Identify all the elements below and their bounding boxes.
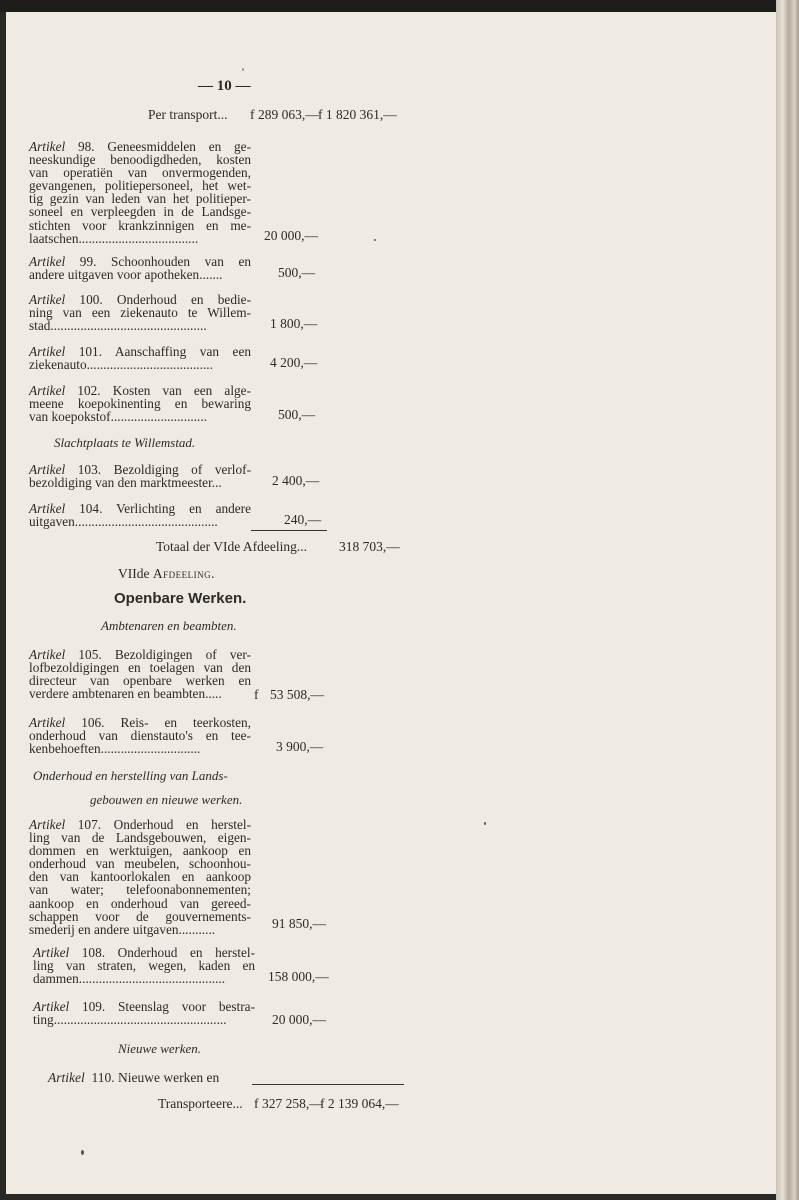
section-title-openbare-werken: Openbare Werken.	[114, 590, 247, 607]
scanner-top-edge	[0, 0, 799, 12]
article-101-text	[29, 345, 251, 371]
article-98-text	[29, 140, 251, 245]
text-line: 108. Onderhoud en herstel-	[81, 945, 255, 960]
text-line: verdere ambtenaren en beambten.....	[29, 686, 222, 702]
article-prefix: Artikel	[29, 817, 66, 832]
text-line: 105. Bezoldigingen of ver-	[78, 647, 251, 662]
article-101-amount: 4 200,—	[270, 355, 318, 370]
text-line: meene koepokinenting en bewaring	[29, 396, 251, 412]
article-prefix: Artikel	[29, 715, 66, 730]
text-line: 102. Kosten van een alge-	[77, 383, 252, 398]
text-line: schappen voor de gouvernements-	[29, 908, 251, 924]
text-line: 100. Onderhoud en bedie-	[79, 292, 251, 307]
text-line: soneel en verpleegden in de Landsge-	[29, 204, 251, 220]
text-line: 101. Aanschaffing van een	[78, 344, 251, 359]
text-line: onderhoud van dienstauto's en tee-	[29, 728, 251, 744]
article-100-amount: 1 800,—	[270, 316, 318, 331]
transport-amount-column2: f 1 820 361,—	[318, 107, 397, 122]
text-line: smederij en andere uitgaven...........	[29, 921, 216, 937]
article-106-text	[29, 716, 251, 755]
article-106-amount: 3 900,—	[276, 739, 324, 754]
article-prefix: Artikel	[29, 254, 66, 269]
text-line: 107. Onderhoud en herstel-	[77, 817, 251, 832]
article-107-amount: 91 850,—	[272, 916, 326, 931]
article-103-amount: 2 400,—	[272, 473, 320, 488]
subheading-onderhoud-line2: gebouwen en nieuwe werken.	[90, 792, 243, 807]
text-line: ting....................................................	[33, 1012, 227, 1028]
text-line: van koepokstof.............................	[29, 409, 208, 425]
article-109-text	[33, 1000, 255, 1026]
article-107-text	[29, 818, 251, 936]
transport-amount-column1: 289 063,—	[258, 107, 319, 122]
article-102-amount: 500,—	[278, 407, 316, 422]
article-108-text	[33, 946, 255, 985]
article-109-amount: 20 000,—	[272, 1012, 326, 1027]
article-prefix: Artikel	[33, 999, 70, 1014]
text-line: dammen............................................	[33, 971, 226, 987]
text-line: lofbezoldigingen en toelagen van den	[29, 660, 251, 676]
subheading-slachtplaats: Slachtplaats te Willemstad.	[54, 435, 196, 450]
article-100-text	[29, 293, 251, 332]
text-line: dommen en werktuigen, aankoop en	[29, 843, 251, 859]
text-line: 106. Reis- en teerkosten,	[81, 715, 252, 730]
text-line: ling van straten, wegen, kaden en	[33, 958, 255, 974]
text-line: 110. Nieuwe werken en	[91, 1070, 220, 1085]
subheading-ambtenaren: Ambtenaren en beambten.	[101, 618, 237, 633]
article-prefix: Artikel	[29, 383, 66, 398]
article-99-text	[29, 255, 251, 281]
scan-speck	[242, 68, 244, 71]
transport-label: Per transport...	[148, 107, 228, 122]
text-line: ling van de Landsgebouwen, eigen-	[29, 830, 251, 846]
article-prefix: Artikel	[29, 139, 66, 154]
text-line: 104. Verlichting en andere	[79, 501, 251, 516]
article-prefix: Artikel	[33, 945, 70, 960]
article-104-text	[29, 502, 251, 528]
text-line: gevangenen, politiepersoneel, het wet-	[29, 178, 251, 194]
article-105-amount: 53 508,—	[270, 687, 324, 702]
total-amount: 318 703,—	[339, 539, 400, 554]
article-99-amount: 500,—	[278, 265, 316, 280]
text-line: stad...............................................	[29, 318, 207, 334]
text-line: 103. Bezoldiging of verlof-	[77, 462, 251, 477]
article-103-text	[29, 463, 251, 489]
article-prefix: Artikel	[48, 1070, 85, 1085]
text-line: ning van een ziekenauto te Willem-	[29, 305, 251, 321]
text-line: tig gezin van leden van het politieper-	[29, 191, 251, 207]
total-label: Totaal der VIde Afdeeling...	[156, 539, 308, 554]
article-105-text	[29, 648, 251, 700]
text-line: 109. Steenslag voor bestra-	[81, 999, 255, 1014]
article-104-amount: 240,—	[284, 512, 322, 527]
article-prefix: Artikel	[29, 292, 66, 307]
scan-speck	[484, 822, 486, 825]
text-line: laatschen....................................	[29, 230, 199, 246]
page-number: — 10 —	[198, 78, 251, 94]
text-line: van water; telefoonabonnementen;	[29, 882, 251, 898]
text-line: 98. Geneesmiddelen en ge-	[77, 139, 251, 154]
article-108-amount: 158 000,—	[268, 969, 329, 984]
article-prefix: Artikel	[29, 647, 66, 662]
text-line: ziekenauto......................................	[29, 357, 213, 373]
carry-over-amount-column1: 327 258,—	[262, 1096, 323, 1111]
article-prefix: Artikel	[29, 501, 66, 516]
carry-over-label: Transporteere...	[158, 1096, 243, 1111]
article-110-text	[48, 1071, 219, 1084]
subheading-onderhoud-line1: Onderhoud en herstelling van Lands-	[33, 768, 228, 783]
text-line: andere uitgaven voor apotheken.......	[29, 267, 223, 283]
text-line: bezoldiging van den marktmeester...	[29, 475, 222, 491]
subtotal-rule	[251, 530, 327, 531]
document-page	[6, 12, 776, 1194]
text-line: aankoop en onderhoud van gereed-	[29, 895, 251, 911]
text-line: neeskundige benoodigdheden, kosten	[29, 152, 251, 168]
transport-currency: f	[250, 107, 255, 122]
text-line: kenbehoeften..............................	[29, 741, 201, 757]
scan-speck	[374, 239, 376, 241]
text-line: stichten voor krankzinnigen en me-	[29, 217, 251, 233]
text-line: onderhoud van meubelen, schoonhou-	[29, 856, 251, 872]
transport-rule	[252, 1084, 404, 1085]
text-line: van operatiën van onvermogenden,	[29, 165, 251, 181]
carry-over-currency: f	[254, 1096, 259, 1111]
subheading-nieuwe-werken: Nieuwe werken.	[118, 1041, 202, 1056]
article-102-text	[29, 384, 251, 423]
text-line: directeur van openbare werken en	[29, 673, 251, 689]
text-line: den van kantoorlokalen en aankoop	[29, 869, 251, 885]
article-prefix: Artikel	[29, 344, 66, 359]
text-line: 99. Schoonhouden van en	[79, 254, 251, 269]
text-line: uitgaven...........................................	[29, 514, 218, 530]
scan-speck	[81, 1150, 84, 1155]
article-prefix: Artikel	[29, 462, 66, 477]
article-105-currency: f	[254, 687, 259, 702]
section-heading-afdeeling: VIIde Afdeeling.	[118, 566, 215, 581]
article-98-amount: 20 000,—	[264, 228, 318, 243]
carry-over-amount-column2: f 2 139 064,—	[320, 1096, 399, 1111]
book-fore-edge	[776, 0, 799, 1200]
